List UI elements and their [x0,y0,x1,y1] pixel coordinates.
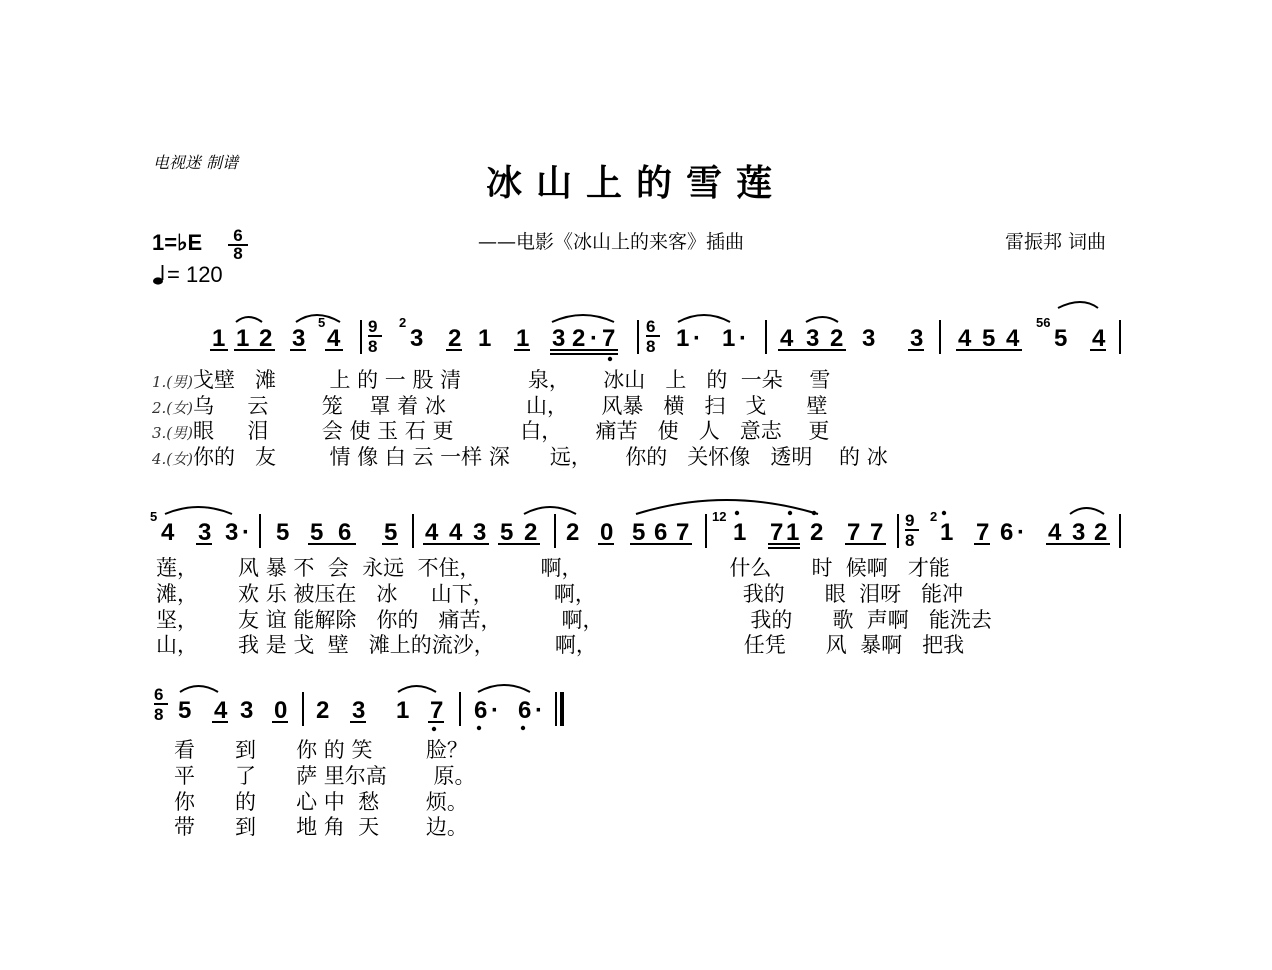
svg-text:3: 3 [240,697,254,724]
lyric-row2-verse3: 坚， 友 谊 能解除 你的 痛苦， 啊， 我的 歌 声啊 能洗去 [156,608,992,632]
svg-text:2: 2 [810,519,824,546]
lyric-row2-verse2: 滩， 欢 乐 被压在 冰 山下， 啊， 我的 眼 泪呀 能冲 [156,582,964,606]
svg-text:2: 2 [566,519,580,546]
verse-number: 3.(男) [152,424,194,442]
song-subtitle: ——电影《冰山上的来客》插曲 [478,231,745,253]
svg-text:5: 5 [276,519,290,546]
svg-text:4: 4 [1092,325,1106,352]
svg-text:5: 5 [384,519,398,546]
time-numerator: 6 [233,226,243,245]
author-credit: 电视迷 制谱 [153,153,239,172]
svg-text:4: 4 [449,519,463,546]
svg-text:2: 2 [524,519,538,546]
svg-text:7: 7 [847,519,861,546]
svg-text:3: 3 [352,697,366,724]
svg-text:5: 5 [318,315,326,330]
svg-text:9: 9 [905,511,915,530]
svg-text:1: 1 [786,519,800,546]
svg-text:4: 4 [1006,325,1020,352]
svg-text:3: 3 [862,325,876,352]
svg-text:7: 7 [602,325,616,352]
svg-text:3: 3 [806,325,820,352]
svg-text:5: 5 [982,325,996,352]
lyric-row3-verse4: 带 到 地 角 天 边。 [174,815,468,839]
svg-text:4: 4 [1048,519,1062,546]
lyric-row1-verse4 [152,441,888,471]
svg-text:·: · [590,325,598,352]
svg-text:2: 2 [399,315,407,330]
svg-text:7: 7 [870,519,884,546]
svg-text:4: 4 [214,697,228,724]
svg-text:4: 4 [425,519,439,546]
time-denominator: 8 [228,244,248,262]
svg-text:1: 1 [236,325,250,352]
svg-text:3: 3 [198,519,212,546]
svg-text:2: 2 [572,325,586,352]
svg-text:7: 7 [770,519,784,546]
svg-text:6: 6 [654,519,668,546]
svg-text:7: 7 [430,697,444,724]
notation-row-3 [154,685,562,731]
svg-text:1: 1 [212,325,226,352]
svg-text:0: 0 [274,697,288,724]
svg-text:56: 56 [1036,315,1051,330]
lyric-line: 戈壁 滩 上 的 一 股 清 泉， 冰山 上 的 一朵 雪 [193,368,831,392]
svg-text:5: 5 [178,697,192,724]
svg-text:8: 8 [646,337,656,356]
svg-text:6: 6 [474,697,488,724]
notation-row-2 [150,500,1120,550]
svg-text:3: 3 [910,325,924,352]
svg-text:8: 8 [905,531,915,550]
svg-text:5: 5 [632,519,646,546]
lyric-line: 你的 友 情 像 白 云 一样 深 远， 你的 关怀像 透明 的 冰 [193,445,888,469]
composer-credit: 雷振邦 词曲 [1005,231,1107,253]
svg-text:5: 5 [500,519,514,546]
verse-number: 2.(女) [152,399,194,417]
svg-text:2: 2 [259,325,273,352]
svg-text:3: 3 [1072,519,1086,546]
svg-text:·: · [693,325,701,352]
svg-text:3: 3 [410,325,424,352]
lyric-row2-verse1: 莲， 风 暴 不 会 永远 不住， 啊， 什么 时 候啊 才能 [156,556,950,580]
svg-text:4: 4 [161,519,175,546]
svg-text:1: 1 [396,697,410,724]
svg-text:8: 8 [368,337,378,356]
lyric-row3-verse2: 平 了 萨 里尔高 原。 [174,764,476,788]
svg-text:·: · [1017,519,1025,546]
svg-text:·: · [491,697,499,724]
svg-text:3: 3 [225,519,239,546]
svg-text:4: 4 [780,325,794,352]
svg-text:2: 2 [1094,519,1108,546]
svg-text:7: 7 [676,519,690,546]
svg-text:6: 6 [338,519,352,546]
svg-text:0: 0 [600,519,614,546]
svg-text:7: 7 [976,519,990,546]
svg-text:4: 4 [327,325,341,352]
svg-text:2: 2 [448,325,462,352]
svg-text:3: 3 [292,325,306,352]
notation-row-1 [210,302,1120,361]
svg-text:5: 5 [150,509,158,524]
svg-text:2: 2 [316,697,330,724]
svg-text:1: 1 [940,519,954,546]
svg-text:6: 6 [1000,519,1014,546]
svg-text:3: 3 [552,325,566,352]
lyric-line: 乌 云 笼 罩 着 冰 山， 风暴 横 扫 戈 壁 [193,394,828,418]
svg-text:6: 6 [518,697,532,724]
svg-text:1: 1 [733,519,747,546]
svg-text:·: · [739,325,747,352]
svg-text:2: 2 [830,325,844,352]
lyric-line: 眼 泪 会 使 玉 石 更 白， 痛苦 使 人 意志 更 [193,419,830,443]
svg-text:1: 1 [676,325,690,352]
song-title: 冰山上的雪莲 [485,162,786,204]
key-signature: 1=♭E [152,230,203,255]
svg-text:·: · [535,697,543,724]
svg-text:4: 4 [958,325,972,352]
svg-text:1: 1 [478,325,492,352]
svg-text:·: · [242,519,250,546]
svg-text:9: 9 [368,317,378,336]
svg-text:8: 8 [154,705,164,724]
lyric-row3-verse1: 看 到 你 的 笑 脸？ [174,738,468,762]
svg-text:5: 5 [1054,325,1068,352]
svg-text:3: 3 [473,519,487,546]
svg-text:12: 12 [712,509,727,524]
verse-number: 4.(女) [152,450,194,468]
lyric-row3-verse3: 你 的 心 中 愁 烦。 [174,790,468,814]
svg-text:1: 1 [722,325,736,352]
tempo-marking: = 120 [167,262,223,287]
lyric-row2-verse4: 山， 我 是 戈 壁 滩上的流沙， 啊， 任凭 风 暴啊 把我 [156,633,965,657]
svg-text:5: 5 [310,519,324,546]
verse-number: 1.(男) [152,373,194,391]
svg-text:1: 1 [516,325,530,352]
svg-text:6: 6 [646,317,656,336]
svg-text:6: 6 [154,685,164,704]
svg-text:2: 2 [930,509,938,524]
